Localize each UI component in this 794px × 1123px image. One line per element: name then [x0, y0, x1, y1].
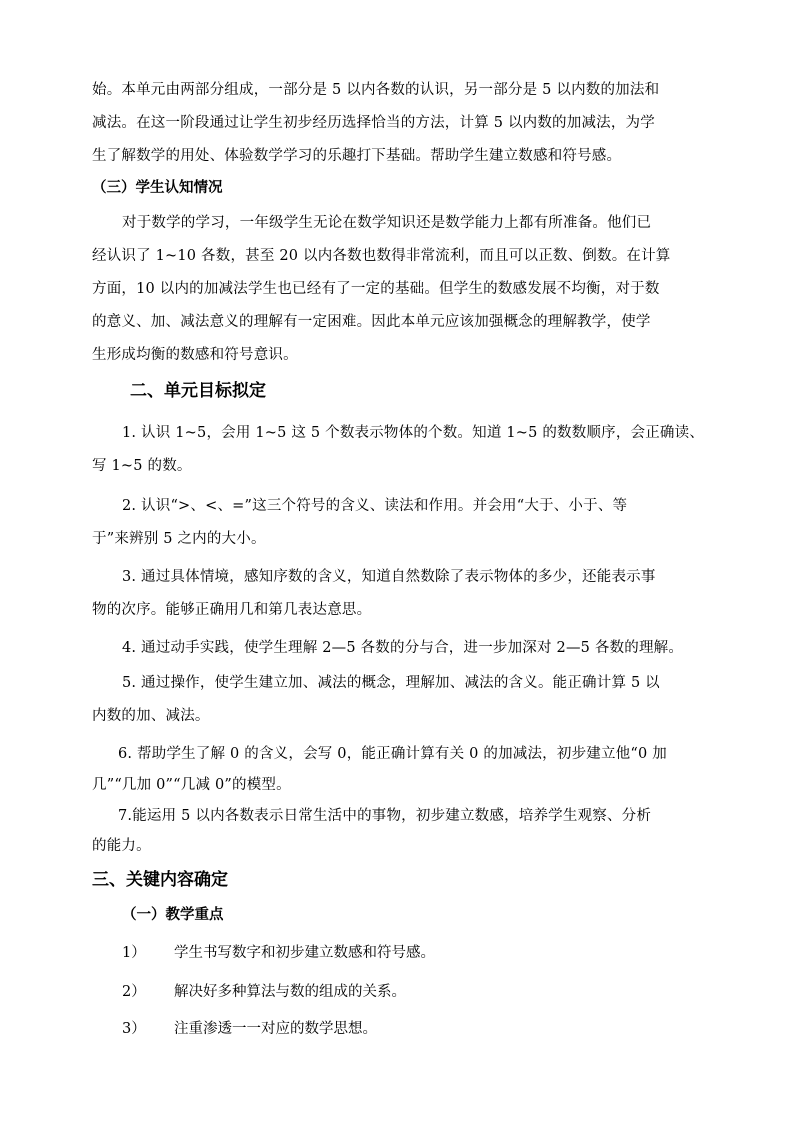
cognition-heading: （三）学生认知情况 — [92, 180, 223, 196]
cognition-line-5: 生形成均衡的数感和符号意识。 — [92, 347, 298, 363]
focus-item-3-number: 3） — [122, 1021, 146, 1037]
goal-2-line-1: 2. 认识“>、<、=”这三个符号的含义、读法和作用。并会用“大于、小于、等 — [122, 498, 628, 514]
focus-item-2-number: 2） — [122, 984, 146, 1000]
focus-item-1-text: 学生书写数字和初步建立数感和符号感。 — [174, 945, 435, 961]
goal-5-line-1: 5. 通过操作，使学生建立加、减法的概念，理解加、减法的含义。能正确计算 5 以 — [122, 675, 660, 691]
cognition-line-1: 对于数学的学习，一年级学生无论在数学知识还是数学能力上都有所准备。他们已 — [122, 215, 652, 231]
goal-6-line-2: 几”“几加 0”“几减 0”的模型。 — [92, 777, 291, 793]
intro-line-3: 生了解数学的用处、体验数学学习的乐趣打下基础。帮助学生建立数感和符号感。 — [92, 148, 622, 164]
goal-6-line-1: 6. 帮助学生了解 0 的含义，会写 0，能正确计算有关 0 的加减法，初步建立他“0 加 — [118, 746, 667, 762]
teaching-focus-heading: （一）教学重点 — [122, 907, 224, 923]
goal-4-line-1: 4. 通过动手实践，使学生理解 2—5 各数的分与合，进一步加深对 2—5 各数的理解。 — [122, 640, 684, 656]
goal-3-line-1: 3. 通过具体情境，感知序数的含义，知道自然数除了表示物体的多少，还能表示事 — [122, 569, 656, 585]
goal-1-line-2: 写 1~5 的数。 — [92, 458, 192, 474]
intro-line-1: 始。本单元由两部分组成，一部分是 5 以内各数的认识，另一部分是 5 以内数的加法和 — [92, 82, 660, 98]
intro-line-2: 减法。在这一阶段通过让学生初步经历选择恰当的方法，计算 5 以内数的加减法，为学 — [92, 115, 655, 131]
focus-item-3-text: 注重渗透一一对应的数学思想。 — [174, 1021, 377, 1037]
cognition-line-3: 方面，10 以内的加减法学生也已经有了一定的基础。但学生的数感发展不均衡，对于数 — [92, 281, 660, 297]
goal-1-line-1: 1. 认识 1~5，会用 1~5 这 5 个数表示物体的个数。知道 1~5 的数数顺序，会正确读、 — [122, 425, 705, 441]
goal-3-line-2: 物的次序。能够正确用几和第几表达意思。 — [92, 602, 372, 618]
goals-heading: 二、单元目标拟定 — [130, 381, 266, 401]
goal-5-line-2: 内数的加、减法。 — [92, 708, 210, 724]
cognition-line-4: 的意义、加、减法意义的理解有一定困难。因此本单元应该加强概念的理解教学，使学 — [92, 314, 651, 330]
focus-item-2-text: 解决好多种算法与数的组成的关系。 — [174, 984, 406, 1000]
goal-2-line-2: 于”来辨别 5 之内的大小。 — [92, 531, 266, 547]
goal-7-line-1: 7.能运用 5 以内各数表示日常生活中的事物，初步建立数感，培养学生观察、分析 — [118, 808, 652, 824]
goal-7-line-2: 的能力。 — [92, 838, 151, 854]
focus-item-1-number: 1） — [122, 945, 146, 961]
cognition-line-2: 经认识了 1~10 各数，甚至 20 以内各数也数得非常流利，而且可以正数、倒数。在计算 — [92, 248, 671, 264]
key-content-heading: 三、关键内容确定 — [92, 870, 228, 890]
